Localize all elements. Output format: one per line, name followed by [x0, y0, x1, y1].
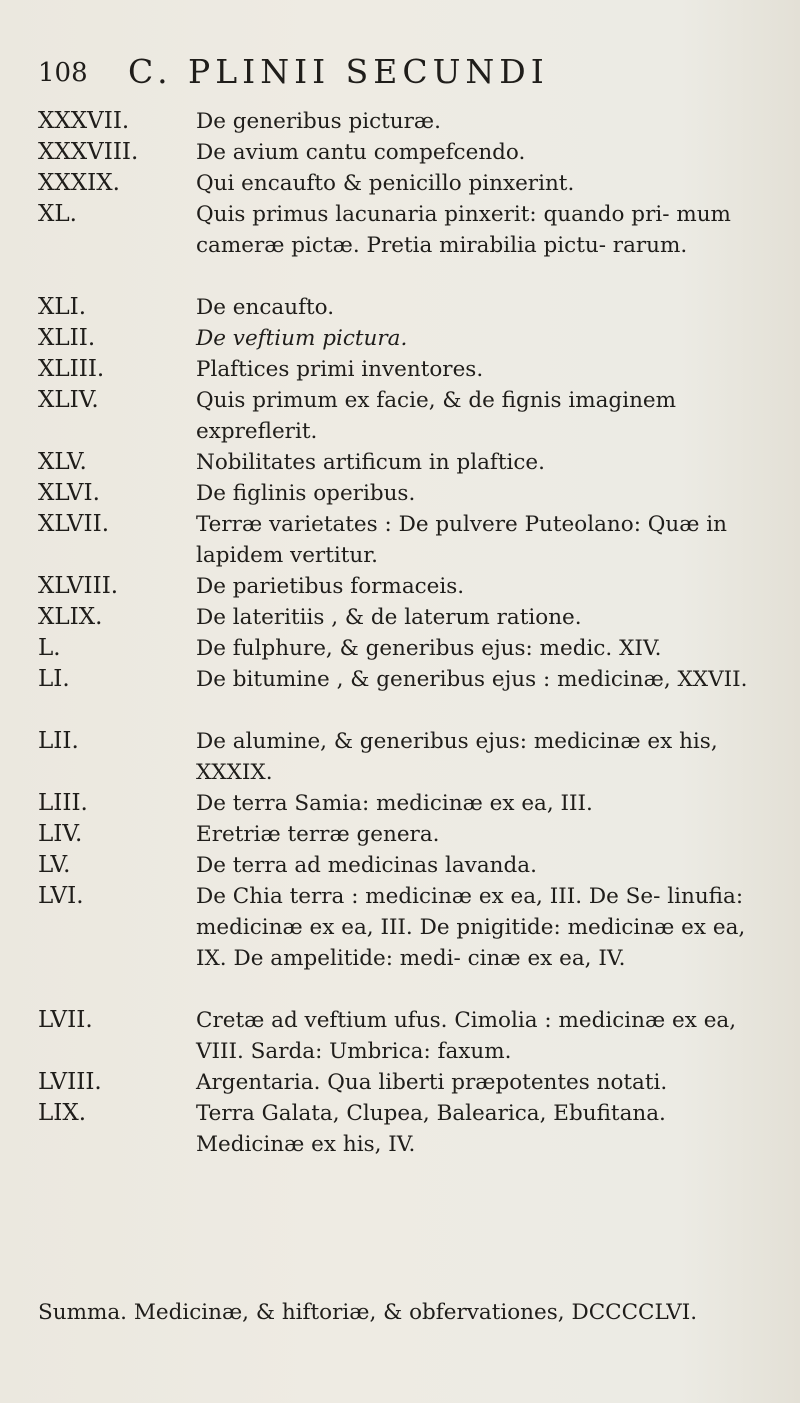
- toc-entry: [38, 788, 788, 819]
- chapter-number: LIV.: [38, 821, 83, 847]
- chapter-number: LIII.: [38, 790, 88, 816]
- chapter-number: LI.: [38, 666, 70, 692]
- page-header: [38, 48, 778, 98]
- chapter-title: Eretriæ terræ genera.: [196, 822, 440, 847]
- toc-entry: [38, 1098, 788, 1160]
- chapter-title: Quis primus lacunaria pinxerit: quando pri- mum cameræ pictæ. Pretia mirabilia pictu- rarum.: [196, 202, 731, 258]
- toc-entry: [38, 664, 788, 726]
- chapter-number: XXXVII.: [38, 108, 130, 134]
- chapter-number: LVIII.: [38, 1069, 102, 1095]
- toc-entry: [38, 1067, 788, 1098]
- chapter-number: XLVII.: [38, 511, 110, 537]
- chapter-title: De encaufto.: [196, 295, 335, 320]
- chapter-title: De avium cantu compefcendo.: [196, 140, 526, 165]
- chapter-title: De figlinis operibus.: [196, 481, 416, 506]
- chapter-title: De bitumine , & generibus ejus : medicinæ, XXVII.: [196, 667, 748, 692]
- chapter-number: XLI.: [38, 294, 87, 320]
- chapter-title: Quis primum ex facie, & de fignis imaginem expreflerit.: [196, 388, 677, 444]
- chapter-title: De veftium pictura.: [196, 326, 408, 351]
- toc-entry: [38, 385, 788, 447]
- toc-entry: [38, 137, 788, 168]
- chapter-title: De lateritiis , & de laterum ratione.: [196, 605, 582, 630]
- toc-entry: [38, 881, 788, 1005]
- toc-entry: [38, 850, 788, 881]
- chapter-title: De Chia terra : medicinæ ex ea, III. De Se- linufia: medicinæ ex ea, III. De pnigitide: medicinæ ex ea, IX. De ampelitide: medi- cinæ ex ea, IV.: [196, 884, 746, 971]
- chapter-number: XLVI.: [38, 480, 100, 506]
- chapter-number: XLIII.: [38, 356, 105, 382]
- chapter-title: Cretæ ad veftium ufus. Cimolia : medicinæ ex ea, VIII. Sarda: Umbrica: faxum.: [196, 1008, 737, 1064]
- chapter-title: De terra ad medicinas lavanda.: [196, 853, 537, 878]
- chapter-number: XXXIX.: [38, 170, 120, 196]
- chapter-title: De alumine, & generibus ejus: medicinæ ex his, XXXIX.: [196, 729, 718, 785]
- chapter-number: LIX.: [38, 1100, 87, 1126]
- toc-entry: [38, 726, 788, 788]
- toc-entry: [38, 168, 788, 199]
- toc-entry: [38, 509, 788, 571]
- toc-entry: [38, 602, 788, 633]
- chapter-number: XLVIII.: [38, 573, 119, 599]
- chapter-number: LVI.: [38, 883, 84, 909]
- chapter-number: XLIX.: [38, 604, 103, 630]
- toc-entry: [38, 1005, 788, 1067]
- chapter-number: LV.: [38, 852, 71, 878]
- toc-entry: [38, 354, 788, 385]
- toc-entry: [38, 571, 788, 602]
- chapter-title: Terræ varietates : De pulvere Puteolano: Quæ in lapidem vertitur.: [196, 512, 728, 568]
- toc-entry: [38, 633, 788, 664]
- chapter-number: XLII.: [38, 325, 96, 351]
- chapter-title: De terra Samia: medicinæ ex ea, III.: [196, 791, 593, 816]
- chapter-number: L.: [38, 635, 61, 661]
- summary-line: Summa. Medicinæ, & hiftoriæ, & obfervationes, DCCCCLVI.: [38, 1300, 698, 1325]
- chapter-title: Argentaria. Qua liberti præpotentes notati.: [196, 1070, 668, 1095]
- chapter-title: Qui encaufto & penicillo pinxerint.: [196, 171, 575, 196]
- toc-entry: [38, 478, 788, 509]
- page-number: 108: [38, 58, 88, 88]
- chapter-number: LII.: [38, 728, 79, 754]
- chapter-number: XLV.: [38, 449, 87, 475]
- chapter-title: Terra Galata, Clupea, Balearica, Ebufitana. Medicinæ ex his, IV.: [196, 1101, 666, 1157]
- toc-entry: [38, 819, 788, 850]
- chapter-number: XL.: [38, 201, 77, 227]
- chapter-title: Nobilitates artificum in plaftice.: [196, 450, 545, 475]
- toc-entry: [38, 199, 788, 292]
- table-of-contents: [38, 106, 788, 1160]
- chapter-title: De generibus picturæ.: [196, 109, 441, 134]
- chapter-number: LVII.: [38, 1007, 93, 1033]
- toc-entry: [38, 292, 788, 323]
- chapter-number: XXXVIII.: [38, 139, 139, 165]
- chapter-title: De parietibus formaceis.: [196, 574, 465, 599]
- chapter-title: De fulphure, & generibus ejus: medic. XIV.: [196, 636, 662, 661]
- toc-entry: [38, 323, 788, 354]
- toc-entry: [38, 447, 788, 478]
- toc-entry: [38, 106, 788, 137]
- running-title: C. PLINII SECUNDI: [128, 52, 549, 91]
- chapter-title: Plaftices primi inventores.: [196, 357, 484, 382]
- chapter-number: XLIV.: [38, 387, 99, 413]
